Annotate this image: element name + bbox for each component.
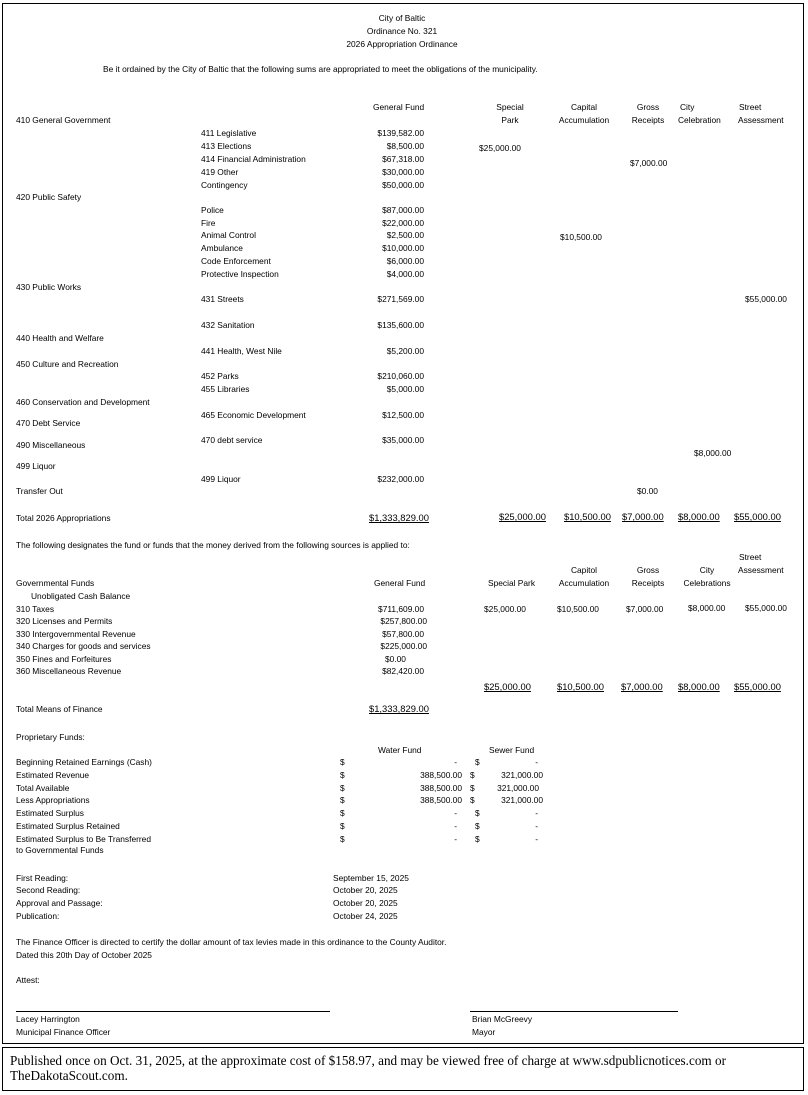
dollar-sign: $ — [340, 821, 345, 831]
city-title: City of Baltic — [378, 13, 426, 23]
table-row: Estimated Surplus to Be Transferred — [16, 834, 151, 844]
revenue-source: 340 Charges for goods and services — [16, 641, 151, 651]
dollar-sign: $ — [475, 834, 480, 844]
section-heading: 420 Public Safety — [16, 192, 82, 202]
approval-date: October 20, 2025 — [333, 898, 398, 908]
section-heading: 470 Debt Service — [16, 418, 81, 428]
line-item: 431 Streets — [201, 294, 244, 304]
dollar-sign: $ — [475, 821, 480, 831]
subtotal-capitol: $10,500.00 — [557, 681, 604, 692]
dollar-sign: $ — [470, 783, 475, 793]
section-heading: Transfer Out — [16, 486, 63, 496]
amount: $10,500.00 — [560, 232, 602, 242]
line-item: 441 Health, West Nile — [201, 346, 282, 356]
dollar-sign: $ — [340, 770, 345, 780]
amount: 321,000.00 — [497, 783, 539, 793]
line-item: 455 Libraries — [201, 384, 250, 394]
table-row: Total Available — [16, 783, 70, 793]
total-gross: $7,000.00 — [622, 511, 664, 522]
ordinance-intro: Be it ordained by the City of Baltic that the following sums are appropriated to meet the obligations of the municipality. — [103, 64, 538, 74]
second-reading-date: October 20, 2025 — [333, 885, 398, 895]
amount: $7,000.00 — [626, 604, 664, 614]
mayor-name: Brian McGreevy — [472, 1014, 533, 1024]
line-item: 499 Liquor — [201, 474, 241, 484]
col-sewer-fund: Sewer Fund — [489, 745, 535, 755]
col-general-fund: General Fund — [374, 578, 426, 588]
amount: - — [535, 834, 538, 844]
amount: $0.00 — [637, 486, 658, 496]
amount: 388,500.00 — [420, 783, 462, 793]
subtotal-city: $8,000.00 — [678, 681, 720, 692]
amount: $8,000.00 — [694, 448, 732, 458]
amount: $8,500.00 — [386, 141, 424, 151]
amount: $87,000.00 — [382, 205, 424, 215]
col-special-park: Special — [496, 102, 524, 112]
section-heading: 490 Miscellaneous — [16, 440, 86, 450]
amount: $35,000.00 — [382, 435, 424, 445]
line-item: 452 Parks — [201, 371, 239, 381]
amount: - — [535, 757, 538, 767]
section-heading: 410 General Government — [16, 115, 111, 125]
amount: $22,000.00 — [382, 218, 424, 228]
line-item: 419 Other — [201, 167, 239, 177]
col-water-fund: Water Fund — [378, 745, 422, 755]
unobligated-cash-balance: Unobligated Cash Balance — [31, 591, 131, 601]
amount: $225,000.00 — [380, 641, 427, 651]
amount: - — [454, 757, 457, 767]
amount: 321,000.00 — [501, 795, 543, 805]
total-city: $8,000.00 — [678, 511, 720, 522]
amount: $82,420.00 — [382, 666, 424, 676]
first-reading-label: First Reading: — [16, 873, 69, 883]
col-gross-receipts: Gross — [636, 565, 660, 575]
publication-label: Publication: — [16, 911, 60, 921]
col-capital-accumulation: Capital — [570, 102, 598, 112]
ordinance-title: 2026 Appropriation Ordinance — [346, 39, 458, 49]
amount: $232,000.00 — [377, 474, 424, 484]
amount: 388,500.00 — [420, 770, 462, 780]
first-reading-date: September 15, 2025 — [333, 873, 409, 883]
dollar-sign: $ — [340, 783, 345, 793]
amount: $12,500.00 — [382, 410, 424, 420]
amount: - — [454, 834, 457, 844]
publication-date: October 24, 2025 — [333, 911, 398, 921]
ordinance-number: Ordinance No. 321 — [366, 26, 438, 36]
proprietary-heading: Proprietary Funds: — [16, 732, 85, 742]
amount: $6,000.00 — [386, 256, 424, 266]
col-capitol-accumulation: Capitol — [570, 565, 598, 575]
dollar-sign: $ — [475, 757, 480, 767]
table-row: Estimated Surplus — [16, 808, 84, 818]
dollar-sign: $ — [475, 808, 480, 818]
amount: - — [535, 808, 538, 818]
line-item: 470 debt service — [201, 435, 263, 445]
line-item: 465 Economic Development — [201, 410, 306, 420]
amount: $50,000.00 — [382, 180, 424, 190]
col-street-assessment: Street — [739, 102, 762, 112]
amount: 321,000.00 — [501, 770, 543, 780]
dollar-sign: $ — [340, 757, 345, 767]
amount: $25,000.00 — [484, 604, 526, 614]
section-heading: 450 Culture and Recreation — [16, 359, 119, 369]
section-heading: 430 Public Works — [16, 282, 82, 292]
amount: $10,500.00 — [557, 604, 599, 614]
subtotal-special: $25,000.00 — [484, 681, 531, 692]
total-means-label: Total Means of Finance — [16, 704, 103, 714]
amount: $257,800.00 — [380, 616, 427, 626]
attest-label: Attest: — [16, 975, 40, 985]
section-heading: 460 Conservation and Development — [16, 397, 150, 407]
amount: $139,582.00 — [377, 128, 424, 138]
total-appropriations-label: Total 2026 Appropriations — [16, 513, 111, 523]
total-general: $1,333,829.00 — [369, 512, 429, 523]
certify-statement: The Finance Officer is directed to certify the dollar amount of tax levies made in this ordinance to the County Auditor. — [16, 937, 447, 947]
amount: $7,000.00 — [630, 158, 668, 168]
line-item: Code Enforcement — [201, 256, 271, 266]
revenue-source: 350 Fines and Forfeitures — [16, 654, 112, 664]
amount: $67,318.00 — [382, 154, 424, 164]
amount: $8,000.00 — [688, 603, 726, 613]
amount: $711,609.00 — [378, 604, 424, 614]
amount: $271,569.00 — [377, 294, 424, 304]
line-item: 432 Sanitation — [201, 320, 255, 330]
amount: $4,000.00 — [386, 269, 424, 279]
line-item: Ambulance — [201, 243, 243, 253]
dollar-sign: $ — [340, 808, 345, 818]
amount: $135,600.00 — [377, 320, 424, 330]
table-row: Less Appropriations — [16, 795, 90, 805]
signature-line — [470, 1011, 678, 1012]
revenue-source: 320 Licenses and Permits — [16, 616, 113, 626]
amount: 388,500.00 — [420, 795, 462, 805]
line-item: 411 Legislative — [201, 128, 257, 138]
signature-line — [16, 1011, 330, 1012]
amount: $210,060.00 — [377, 371, 424, 381]
table-row: Estimated Surplus Retained — [16, 821, 120, 831]
col-city-celebration: City — [680, 102, 695, 112]
amount: $10,000.00 — [382, 243, 424, 253]
amount: $55,000.00 — [745, 294, 787, 304]
table-row-continued: to Governmental Funds — [16, 845, 104, 855]
amount: - — [535, 821, 538, 831]
finance-officer-title: Municipal Finance Officer — [16, 1027, 111, 1037]
amount: $5,200.00 — [386, 346, 424, 356]
col-city-celebrations: City — [699, 565, 715, 575]
subtotal-gross: $7,000.00 — [621, 681, 663, 692]
dollar-sign: $ — [340, 795, 345, 805]
line-item: 414 Financial Administration — [201, 154, 306, 164]
total-street: $55,000.00 — [734, 511, 781, 522]
finance-officer-name: Lacey Harrington — [16, 1014, 80, 1024]
second-reading-label: Second Reading: — [16, 885, 81, 895]
col-street-assessment: Street — [739, 552, 762, 562]
total-capital: $10,500.00 — [564, 511, 611, 522]
section-heading: 440 Health and Welfare — [16, 333, 104, 343]
sources-intro: The following designates the fund or funds that the money derived from the following sources is applied to: — [16, 540, 410, 550]
amount: $30,000.00 — [382, 167, 424, 177]
governmental-funds-heading: Governmental Funds — [16, 578, 95, 588]
dated-line: Dated this 20th Day of October 2025 — [16, 950, 152, 960]
publication-notice: Published once on Oct. 31, 2025, at the approximate cost of $158.97, and may be viewed free of charge at www.sdpublicnotices.com or TheDakotaScout.com. — [2, 1047, 804, 1091]
amount: $2,500.00 — [386, 230, 424, 240]
revenue-source: 310 Taxes — [16, 604, 55, 614]
section-heading: 499 Liquor — [16, 461, 56, 471]
line-item: Police — [201, 205, 224, 215]
amount: - — [454, 808, 457, 818]
subtotal-street: $55,000.00 — [734, 681, 781, 692]
approval-label: Approval and Passage: — [16, 898, 103, 908]
dollar-sign: $ — [470, 770, 475, 780]
amount: $25,000.00 — [479, 143, 521, 153]
amount: - — [454, 821, 457, 831]
revenue-source: 360 Miscellaneous Revenue — [16, 666, 122, 676]
line-item: 413 Elections — [201, 141, 252, 151]
dollar-sign: $ — [340, 834, 345, 844]
revenue-source: 330 Intergovernmental Revenue — [16, 629, 136, 639]
amount: $5,000.00 — [386, 384, 424, 394]
col-gross-receipts: Gross — [636, 102, 660, 112]
line-item: Contingency — [201, 180, 248, 190]
table-row: Estimated Revenue — [16, 770, 90, 780]
table-row: Beginning Retained Earnings (Cash) — [16, 757, 152, 767]
mayor-title: Mayor — [472, 1027, 496, 1037]
line-item: Protective Inspection — [201, 269, 279, 279]
line-item: Fire — [201, 218, 216, 228]
total-means-general: $1,333,829.00 — [369, 703, 429, 714]
dollar-sign: $ — [470, 795, 475, 805]
amount: $55,000.00 — [745, 603, 787, 613]
amount: $0.00 — [385, 654, 406, 664]
line-item: Animal Control — [201, 230, 256, 240]
col-special-park: Special Park — [488, 578, 536, 588]
col-general-fund: General Fund — [373, 102, 425, 112]
total-special: $25,000.00 — [499, 511, 546, 522]
amount: $57,800.00 — [382, 629, 424, 639]
